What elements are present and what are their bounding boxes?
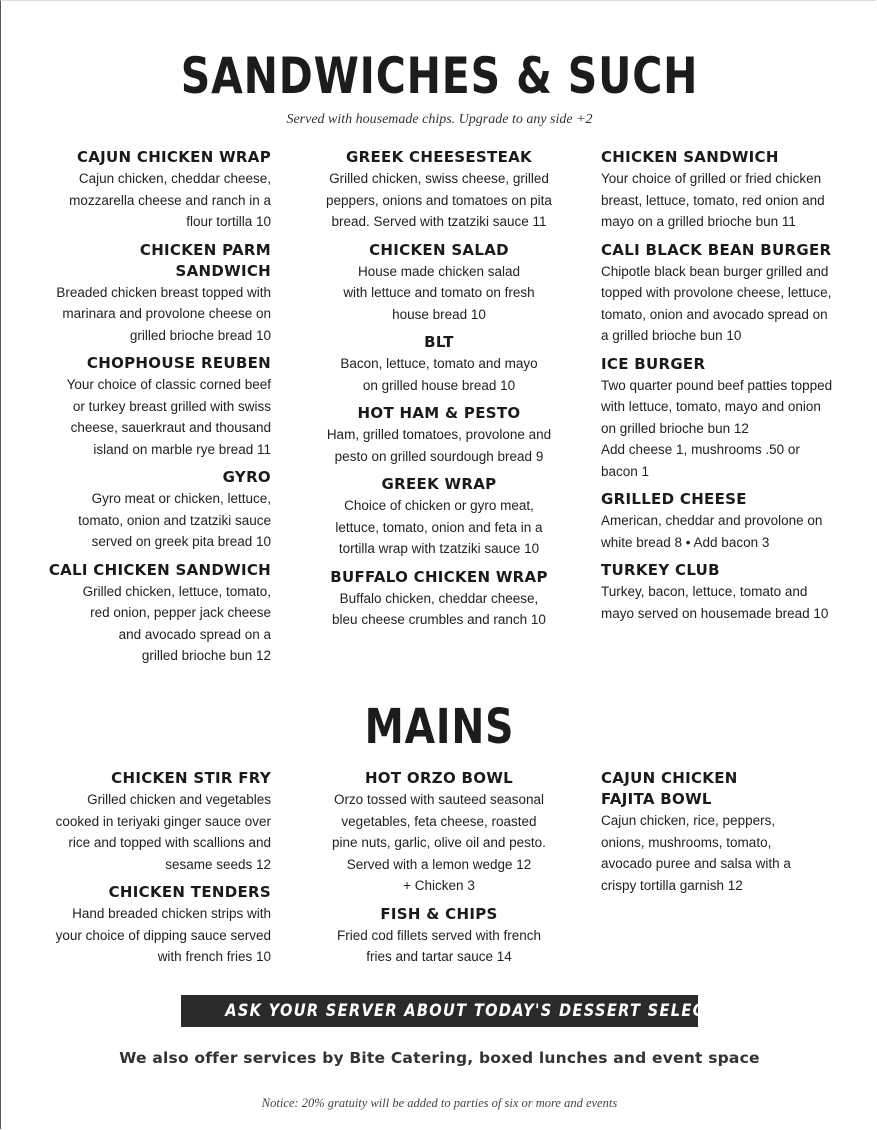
sandwiches-title: SANDWICHES & SUCH [180,47,699,105]
item-name: CHOPHOUSE REUBEN [86,354,271,372]
item-description: Grilled chicken and vegetables cooked in teriyaki ginger sauce over rice and topped with scallions and sesame seeds 12 [55,792,271,872]
item-description: Grilled chicken, swiss cheese, grilled peppers, onions and tomatoes on pita bread. Served with tzatziki sauce 11 [326,171,552,229]
item-name: CALI CHICKEN SANDWICH [48,560,271,579]
menu-item [39,467,271,553]
gratuity-notice: Notice: 20% gratuity will be added to parties of six or more and events [261,1096,618,1110]
item-name: GYRO [222,468,271,486]
menu-item [39,353,271,460]
item-name: CAJUN CHICKEN FAJITA BOWL [601,769,738,808]
item-name: BLT [424,333,454,351]
item-name: HOT HAM & PESTO [357,404,521,422]
item-description: Your choice of classic corned beef or turkey breast grilled with swiss cheese, sauerkraut and thousand island on marble rye bread 11 [66,377,271,457]
sandwiches-subtitle: Served with housemade chips. Upgrade to any side +2 [286,112,593,127]
item-description: House made chicken salad with lettuce and tomato on fresh house bread 10 [343,263,535,322]
sandwiches-column-1 [39,147,271,674]
item-description: Hand breaded chicken strips with your choice of dipping sauce served with french fries 10 [55,906,271,964]
menu-item [323,147,555,233]
catering-note: We also offer services by Bite Catering, boxed lunches and event space [119,1049,760,1067]
menu-item [601,147,851,233]
menu-item [323,474,555,560]
item-description: American, cheddar and provolone on white bread 8 • Add bacon 3 [601,513,823,550]
item-name: CHICKEN TENDERS [108,883,271,901]
item-name: CAJUN CHICKEN WRAP [76,148,271,166]
item-name: BUFFALO CHICKEN WRAP [330,567,548,586]
item-name: GRILLED CHEESE [601,490,747,508]
sandwiches-column-2 [323,147,555,638]
menu-item [39,768,271,875]
item-description: Breaded chicken breast topped with marinara and provolone cheese on grilled brioche bread 10 [56,284,271,343]
menu-item [601,768,851,896]
item-name: GREEK WRAP [381,475,497,493]
mains-title: MAINS [364,699,515,755]
menu-item [323,332,555,396]
menu-item [601,354,851,483]
item-description: Buffalo chicken, cheddar cheese, bleu cheese crumbles and ranch 10 [332,590,546,627]
menu-item [601,489,851,553]
mains-column-1 [39,768,271,975]
item-description: Cajun chicken, rice, peppers, onions, mushrooms, tomato, avocado puree and salsa with a crispy tortilla garnish 12 [601,813,791,893]
item-name: CHICKEN SALAD [369,240,509,259]
menu-item [39,240,271,347]
menu-item [323,768,555,897]
item-description: Cajun chicken, cheddar cheese, mozzarella cheese and ranch in a flour tortilla 10 [69,171,271,229]
menu-item [39,147,271,233]
item-description: Orzo tossed with sauteed seasonal vegetables, feta cheese, roasted pine nuts, garlic, olive oil and pesto. Served with a lemon wedge 12 + Chicken 3 [332,792,546,893]
item-description: Ham, grilled tomatoes, provolone and pesto on grilled sourdough bread 9 [326,427,552,464]
menu-item [323,904,555,968]
item-description: Gyro meat or chicken, lettuce, tomato, onion and tzatziki sauce served on greek pita bread 10 [78,491,271,549]
item-description: Turkey, bacon, lettuce, tomato and mayo served on housemade bread 10 [601,584,829,621]
item-name: CHICKEN SANDWICH [601,148,779,166]
item-description: Two quarter pound beef patties topped with lettuce, tomato, mayo and onion on grilled brioche bun 12 Add cheese 1, mushrooms .50 or bacon 1 [601,377,833,479]
mains-column-2 [323,768,555,975]
item-description: Your choice of grilled or fried chicken breast, lettuce, tomato, red onion and mayo on a grilled brioche bun 11 [601,171,825,229]
item-name: HOT ORZO BOWL [364,769,514,787]
dessert-banner-text: ASK YOUR SERVER ABOUT TODAY'S DESSERT SELECTIONS. [225,1001,769,1021]
mains-column-3 [601,768,851,903]
item-name: CALI BLACK BEAN BURGER [601,240,832,259]
item-name: CHICKEN STIR FRY [111,769,271,787]
menu-item [39,560,271,667]
item-description: Choice of chicken or gyro meat, lettuce, tomato, onion and feta in a tortilla wrap with tzatziki sauce 10 [335,498,543,556]
menu-item [323,403,555,467]
item-name: CHICKEN PARM SANDWICH [139,240,271,280]
sandwiches-column-3 [601,147,851,631]
item-description: Fried cod fillets served with french fries and tartar sauce 14 [336,927,542,964]
item-description: Chipotle black bean burger grilled and topped with provolone cheese, lettuce, tomato, onion and avocado spread on a grilled brioche bun 10 [601,263,832,343]
menu-item [601,560,851,624]
item-name: GREEK CHEESESTEAK [346,148,532,166]
menu-item [39,882,271,968]
menu-item [323,567,555,631]
dessert-banner [181,995,769,1027]
item-name: FISH & CHIPS [380,904,498,923]
item-name: TURKEY CLUB [601,561,720,579]
menu-item [323,240,555,326]
menu-item [601,240,851,347]
item-name: ICE BURGER [601,354,706,373]
item-description: Bacon, lettuce, tomato and mayo on grilled house bread 10 [340,356,538,393]
item-description: Grilled chicken, lettuce, tomato, red onion, pepper jack cheese and avocado spread on a grilled brioche bun 12 [82,583,271,663]
